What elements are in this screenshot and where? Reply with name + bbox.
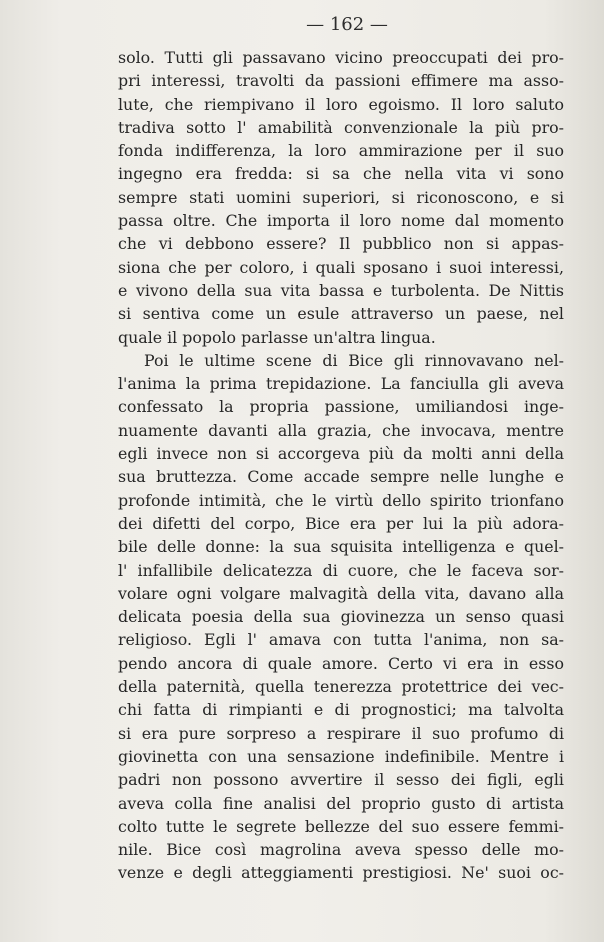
text-line: chi fatta di rimpianti e di prognostici; ma talvolta: [118, 700, 564, 720]
paragraph: [118, 349, 564, 885]
text-line: confessato la propria passione, umiliandosi inge-: [118, 397, 564, 417]
text-line: aveva colla fine analisi del proprio gusto di artista: [118, 793, 564, 813]
text-line: ingegno era fredda: si sa che nella vita vi sono: [118, 164, 564, 184]
text-line: sua bruttezza. Come accade sempre nelle lunghe e: [118, 467, 564, 487]
text-line: quale il popolo parlasse un'altra lingua.: [118, 327, 436, 347]
text-line: passa oltre. Che importa il loro nome dal momento: [118, 211, 564, 231]
text-line: dei difetti del corpo, Bice era per lui la più adora-: [118, 513, 564, 533]
text-line: solo. Tutti gli passavano vicino preoccupati dei pro-: [118, 48, 564, 67]
text-line: si sentiva come un esule attraverso un paese, nel: [118, 304, 564, 324]
text-line: venze e degli atteggiamenti prestigiosi. Ne' suoi oc-: [118, 863, 564, 883]
text-line: siona che per coloro, i quali sposano i suoi interessi,: [118, 257, 564, 277]
text-line: pendo ancora di quale amore. Certo vi era in esso: [118, 653, 564, 673]
text-line: che vi debbono essere? Il pubblico non si appas-: [118, 234, 564, 254]
paragraph: [118, 46, 564, 349]
body-text: [118, 46, 564, 885]
text-line: fonda indifferenza, la loro ammirazione per il suo: [118, 141, 564, 161]
text-line: tradiva sotto l' amabilità convenzionale la più pro-: [118, 117, 564, 137]
text-line: profonde intimità, che le virtù dello spirito trionfano: [118, 490, 564, 510]
text-line: l' infallibile delicatezza di cuore, che le faceva sor-: [118, 560, 564, 580]
text-line: padri non possono avvertire il sesso dei figli, egli: [118, 770, 564, 790]
text-line: Poi le ultime scene di Bice gli rinnovavano nel-: [144, 350, 564, 370]
text-line: giovinetta con una sensazione indefinibile. Mentre i: [118, 746, 564, 766]
text-line: della paternità, quella tenerezza protettrice dei vec-: [118, 677, 564, 697]
text-line: sempre stati uomini superiori, si riconoscono, e si: [118, 187, 564, 207]
page-number: — 162 —: [306, 14, 388, 35]
text-line: delicata poesia della sua giovinezza un senso quasi: [118, 607, 564, 627]
text-line: lute, che riempivano il loro egoismo. Il loro saluto: [118, 94, 564, 114]
text-line: e vivono della sua vita bassa e turbolenta. De Nittis: [118, 280, 564, 300]
text-line: nile. Bice così magrolina aveva spesso delle mo-: [118, 840, 564, 860]
text-line: pri interessi, travolti da passioni effimere ma asso-: [118, 71, 564, 91]
text-line: l'anima la prima trepidazione. La fanciulla gli aveva: [118, 374, 564, 394]
text-line: nuamente davanti alla grazia, che invocava, mentre: [118, 420, 564, 440]
text-line: si era pure sorpreso a respirare il suo profumo di: [118, 723, 564, 743]
text-line: bile delle donne: la sua squisita intelligenza e quel-: [118, 537, 564, 557]
text-line: colto tutte le segrete bellezze del suo essere femmi-: [118, 816, 564, 836]
text-line: egli invece non si accorgeva più da molti anni della: [118, 444, 564, 464]
text-line: volare ogni volgare malvagità della vita, davano alla: [118, 583, 564, 603]
text-line: religioso. Egli l' amava con tutta l'anima, non sa-: [118, 630, 564, 650]
